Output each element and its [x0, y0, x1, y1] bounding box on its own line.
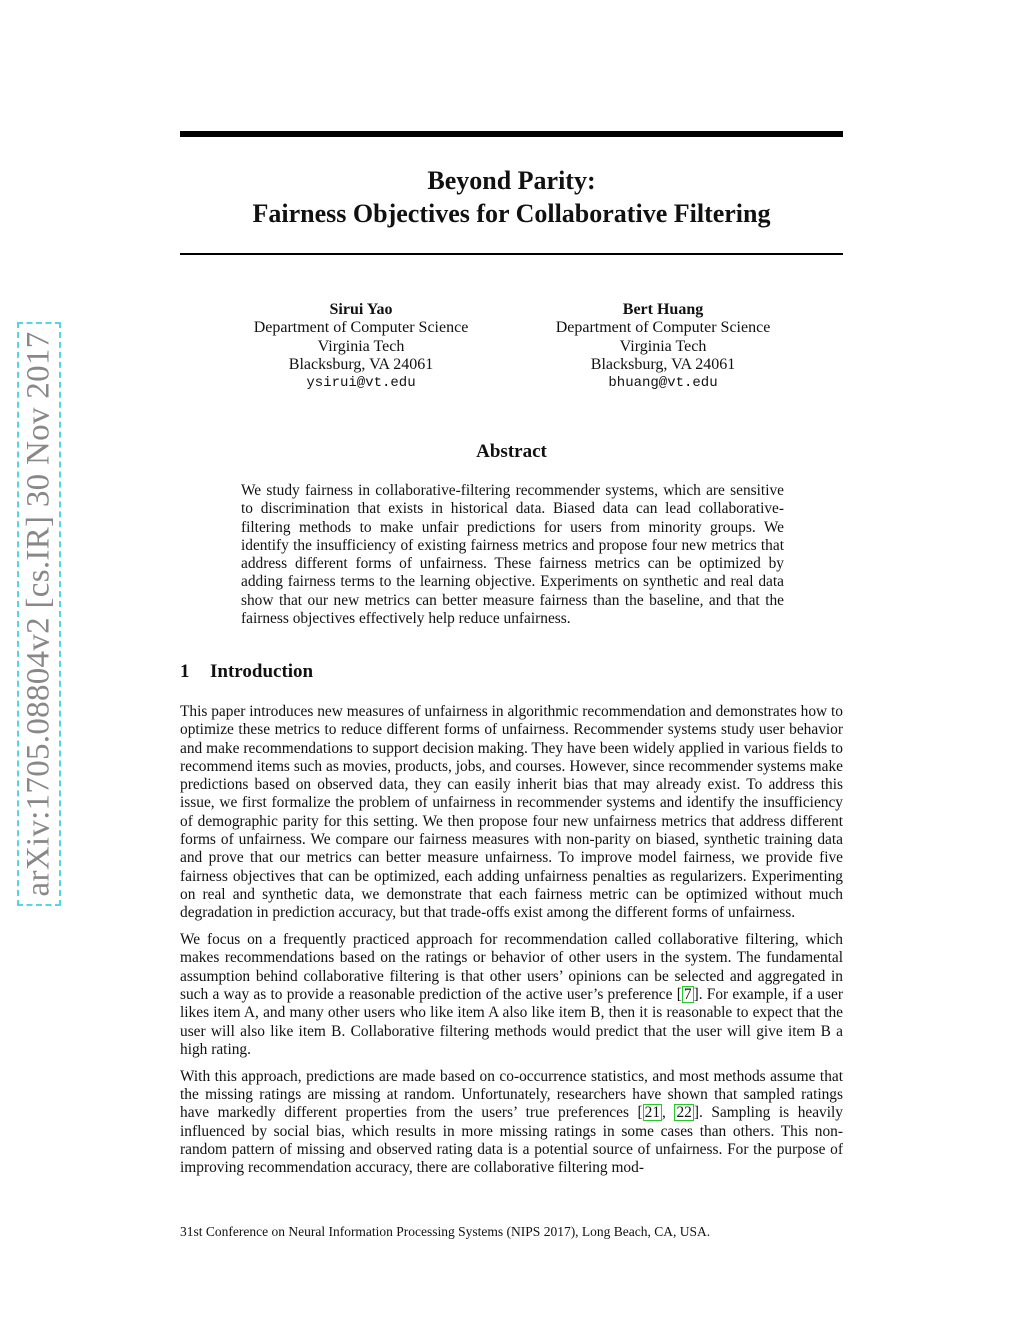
- citation-separator: ,: [662, 1104, 675, 1122]
- author-block-1: [211, 301, 511, 392]
- citation-link[interactable]: 21: [644, 1104, 661, 1122]
- citation-link[interactable]: 22: [676, 1104, 692, 1122]
- paragraph-3: [180, 1068, 843, 1178]
- title-line-1: Beyond Parity:: [427, 166, 596, 195]
- abstract-heading: Abstract: [476, 441, 547, 462]
- abstract-text: We study fairness in collaborative-filtering recommender systems, which are sensitive to discrimination that exists in historical data. Biased data can lead collaborative-filtering methods to make unfair predictions for users from minority groups. We identify the insufficiency of existing fairness metrics and propose four new metrics that address different forms of unfairness. These fairness metrics can be optimized by adding fairness terms to the learning objective. Experiments on synthetic and real data show that our new metrics can better measure fairness than the baseline, and that the fairness objectives effectively help reduce unfairness.: [241, 482, 784, 628]
- arxiv-stamp[interactable]: [17, 322, 61, 906]
- paragraph-text: With this approach, predictions are made based on co-occurrence statistics, and most methods assume that the missing ratings are missing at random. Unfortunately, researchers have shown that sampled ratings have markedly different properties from the users’ true preferences [: [180, 1067, 843, 1122]
- section-title: Introduction: [210, 661, 314, 682]
- paragraph-2: [180, 931, 843, 1059]
- arxiv-stamp-text: arXiv:1705.08804v2 [cs.IR] 30 Nov 2017: [20, 331, 57, 897]
- author-name: Sirui Yao: [329, 301, 393, 318]
- paragraph-text: We focus on a frequently practiced approach for recommendation called collaborative filtering, which makes recommendations based on the ratings or behavior of other users in the system. The fundamental assumption behind collaborative filtering is that other users’ opinions can be selected and aggregated in such a way as to provide a reasonable prediction of the active user’s preference [: [180, 931, 843, 1003]
- section-heading: [180, 661, 313, 683]
- author-institution: Virginia Tech: [317, 337, 405, 355]
- author-department: Department of Computer Science: [555, 319, 771, 337]
- author-name: Bert Huang: [622, 301, 704, 318]
- title-line-2: Fairness Objectives for Collaborative Filtering: [252, 199, 771, 228]
- author-block-2: [513, 301, 813, 392]
- author-email[interactable]: ysirui@vt.edu: [306, 375, 416, 392]
- title-rule-bottom: [180, 253, 843, 255]
- title-rule-top: [180, 131, 843, 137]
- conference-footnote: 31st Conference on Neural Information Processing Systems (NIPS 2017), Long Beach, CA, USA.: [180, 1224, 711, 1239]
- author-email[interactable]: bhuang@vt.edu: [608, 375, 718, 392]
- introduction-body: [180, 703, 843, 1186]
- author-address: Blacksburg, VA 24061: [590, 355, 736, 373]
- paragraph-1: This paper introduces new measures of unfairness in algorithmic recommendation and demonstrates how to optimize these metrics to reduce different forms of unfairness. Recommender systems study user behavior and make recommendations to support decision making. They have been widely applied in various fields to recommend items such as movies, products, jobs, and courses. However, since recommender systems make predictions based on observed data, they can easily inherit bias that may already exist. To address this issue, we first formalize the problem of unfairness in recommender systems and identify the insufficiency of demographic parity for this setting. We then propose four new unfairness metrics that address different forms of unfairness. We compare our fairness measures with non-parity on biased, synthetic training data and prove that our metrics can better measure unfairness. To improve model fairness, we provide five fairness objectives that can be optimized, each adding unfairness penalties as regularizers. Experimenting on real and synthetic data, we demonstrate that each fairness metric can be optimized without much degradation in prediction accuracy, but that trade-offs exist among the different forms of unfairness.: [180, 703, 843, 922]
- author-institution: Virginia Tech: [619, 337, 707, 355]
- section-number: 1: [180, 661, 190, 682]
- author-address: Blacksburg, VA 24061: [288, 355, 434, 373]
- paragraph-text: ]. For example, if a user likes item A, and many other users who like item A also like item B, then it is reasonable to expect that the user will also like item B. Collaborative filtering methods would predict that the user will give item B a high rating.: [180, 985, 843, 1058]
- author-department: Department of Computer Science: [253, 319, 469, 337]
- paragraph-text: ]. Sampling is heavily influenced by social bias, which results in more missing ratings in some cases than others. This non-random pattern of missing and observed rating data is a potential source of unfairness. For the purpose of improving recommendation accuracy, there are collaborative filtering mod-: [180, 1104, 844, 1177]
- paper-title: [180, 164, 843, 230]
- citation-link[interactable]: 7: [683, 985, 692, 1003]
